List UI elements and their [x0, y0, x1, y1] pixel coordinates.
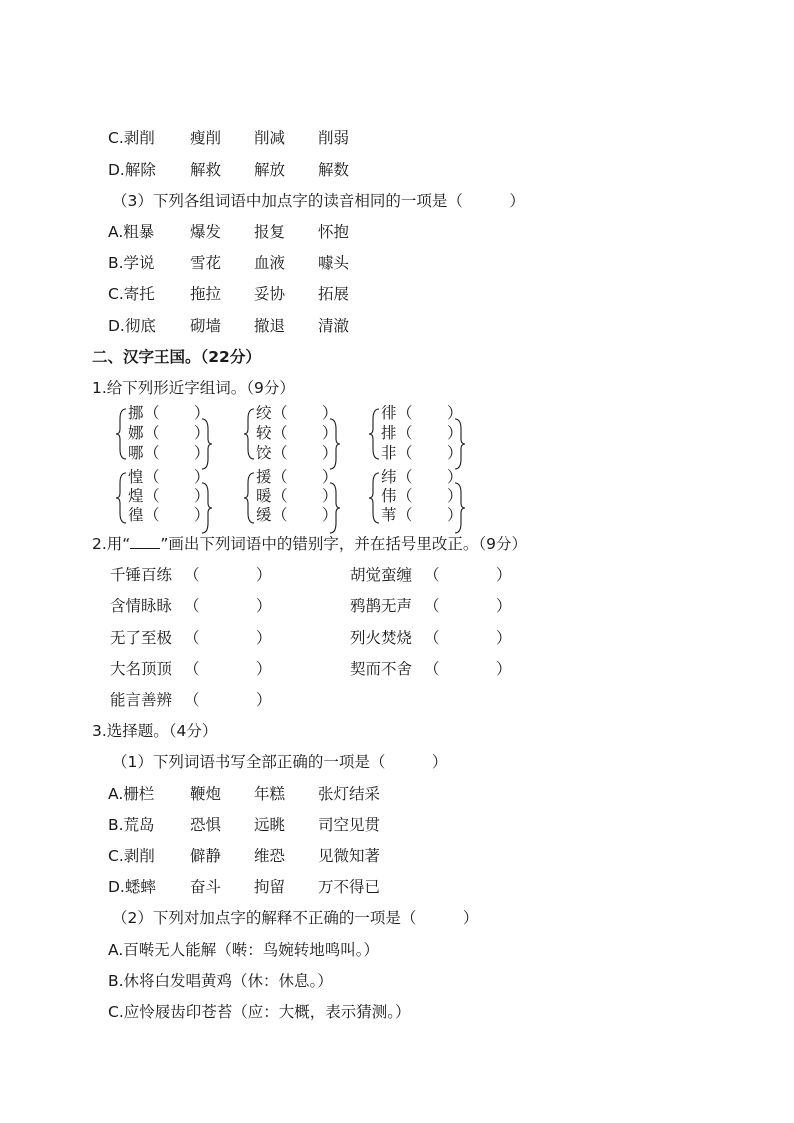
char: 哪 — [128, 444, 144, 462]
right-brace-icon — [200, 417, 214, 471]
char-group — [120, 403, 240, 463]
paren-close: ） — [194, 487, 210, 505]
char-row — [256, 505, 338, 525]
option-label: A.栅栏 — [108, 785, 155, 803]
char: 徨 — [128, 506, 144, 524]
paren-close: ） — [496, 629, 512, 647]
option-row — [108, 815, 408, 835]
char-row — [381, 486, 463, 506]
paren-open: （ — [184, 691, 200, 709]
option-word: 拓展 — [318, 285, 350, 303]
paren-close: ） — [322, 468, 338, 486]
paren-open: （ — [272, 468, 288, 486]
question-title: 3.选择题。（4分） — [92, 722, 218, 740]
option-word: 清澈 — [318, 317, 350, 335]
paren-close: ） — [322, 404, 338, 422]
section-title: 二、汉字王国。（22分） — [92, 348, 261, 366]
char-row — [256, 423, 338, 443]
paren-close: ） — [256, 660, 272, 678]
paren-open: （ — [272, 424, 288, 442]
option-word: 鞭炮 — [190, 785, 222, 803]
option-label: A.粗暴 — [108, 223, 155, 241]
phrase: 契而不舍 — [350, 660, 413, 678]
option-word: 拘留 — [254, 878, 286, 896]
paren-open: （ — [424, 629, 440, 647]
char-group — [248, 403, 368, 463]
phrase: 大名顶顶 — [110, 660, 173, 678]
paren-close: ） — [447, 506, 463, 524]
question-title — [92, 534, 527, 554]
paren-close: ） — [256, 597, 272, 615]
char-row — [256, 486, 338, 506]
option-word: 削减 — [254, 129, 286, 147]
paren-close: ） — [256, 566, 272, 584]
paren-open: （ — [397, 404, 413, 422]
option-word: 年糕 — [254, 785, 286, 803]
phrase-item — [110, 690, 280, 710]
phrase-item — [350, 628, 520, 648]
char-row — [128, 486, 210, 506]
char: 徘 — [381, 404, 397, 422]
char: 苇 — [381, 506, 397, 524]
question-stem: （3）下列各组词语中加点字的读音相同的一项是（ ） — [112, 192, 525, 210]
option-word: 砌墙 — [190, 317, 222, 335]
phrase: 胡觉蛮缠 — [350, 566, 413, 584]
paren-close: ） — [194, 424, 210, 442]
underline-mark — [130, 535, 160, 549]
paren-open: （ — [144, 487, 160, 505]
question-title: 1.给下列形近字组词。（9分） — [92, 379, 295, 397]
paren-close: ） — [447, 444, 463, 462]
char-row — [381, 423, 463, 443]
char: 绞 — [256, 404, 272, 422]
option-label: C.剥削 — [108, 129, 155, 147]
option-word: 远眺 — [254, 816, 286, 834]
option-word: 拖拉 — [190, 285, 222, 303]
option-word: 奋斗 — [190, 878, 222, 896]
phrase: 千锤百练 — [110, 566, 173, 584]
left-brace-icon — [369, 471, 381, 525]
paren-open: （ — [424, 660, 440, 678]
phrase-item — [350, 596, 520, 616]
option-word: 妥协 — [254, 285, 286, 303]
char-row — [128, 423, 210, 443]
char: 饺 — [256, 444, 272, 462]
option-row — [108, 128, 408, 148]
paren-open: （ — [144, 444, 160, 462]
option-row — [108, 784, 408, 804]
option-word: 万不得已 — [318, 878, 381, 896]
paren-open: （ — [397, 487, 413, 505]
paren-open: （ — [184, 660, 200, 678]
char-row — [128, 443, 210, 463]
paren-open: （ — [397, 444, 413, 462]
option-word: 司空见贯 — [318, 816, 381, 834]
option-word: 僻静 — [190, 847, 222, 865]
option-label: B.荒岛 — [108, 816, 155, 834]
option-word: 张灯结采 — [318, 785, 381, 803]
right-brace-icon — [328, 481, 342, 535]
option-word: 维恐 — [254, 847, 286, 865]
option-label: D.蟋蟀 — [108, 878, 156, 896]
option-row — [108, 284, 408, 304]
paren-open: （ — [184, 597, 200, 615]
left-brace-icon — [116, 471, 128, 525]
option-row — [108, 253, 408, 273]
phrase-item — [110, 659, 280, 679]
option-word: 解救 — [190, 161, 222, 179]
char: 排 — [381, 424, 397, 442]
option-label: D.解除 — [108, 161, 156, 179]
paren-close: ） — [322, 424, 338, 442]
char-row — [256, 403, 338, 423]
char: 纬 — [381, 468, 397, 486]
right-brace-icon — [328, 417, 342, 471]
paren-open: （ — [397, 468, 413, 486]
paren-close: ） — [447, 468, 463, 486]
right-brace-icon — [453, 417, 467, 471]
phrase-item — [110, 596, 280, 616]
paren-open: （ — [184, 629, 200, 647]
phrase-item — [350, 565, 520, 585]
left-brace-icon — [244, 407, 256, 461]
char: 挪 — [128, 404, 144, 422]
paren-close: ） — [322, 506, 338, 524]
char: 援 — [256, 468, 272, 486]
option-word: 恐惧 — [190, 816, 222, 834]
option-label: D.彻底 — [108, 317, 156, 335]
paren-open: （ — [144, 424, 160, 442]
option-word: 撤退 — [254, 317, 286, 335]
phrase-item — [110, 565, 280, 585]
char-row — [256, 467, 338, 487]
option-word: 雪花 — [190, 254, 222, 272]
option-word: 报复 — [254, 223, 286, 241]
paren-close: ） — [447, 487, 463, 505]
char-row — [381, 505, 463, 525]
phrase: 无了至极 — [110, 629, 173, 647]
paren-open: （ — [272, 444, 288, 462]
option-row — [108, 877, 408, 897]
option-label: C.寄托 — [108, 285, 155, 303]
char: 非 — [381, 444, 397, 462]
char: 娜 — [128, 424, 144, 442]
paren-close: ） — [256, 691, 272, 709]
option-word: 血液 — [254, 254, 286, 272]
char-row — [381, 467, 463, 487]
title-part: 2.用“ — [92, 535, 131, 553]
paren-open: （ — [144, 404, 160, 422]
char: 较 — [256, 424, 272, 442]
phrase-item — [350, 659, 520, 679]
paren-close: ） — [194, 444, 210, 462]
option-row — [108, 846, 408, 866]
char-group — [248, 467, 368, 527]
title-part: ”画出下列词语中的错别字，并在括号里改正。（9分） — [160, 535, 527, 553]
char: 伟 — [381, 487, 397, 505]
paren-open: （ — [144, 468, 160, 486]
option-label: C.剥削 — [108, 847, 155, 865]
option-row: C.应怜屐齿印苍苔（应：大概，表示猜测。） — [108, 1003, 411, 1021]
paren-open: （ — [424, 566, 440, 584]
option-row: A.百啭无人能解（啭：鸟婉转地鸣叫。） — [108, 941, 380, 959]
option-word: 解数 — [318, 161, 350, 179]
paren-close: ） — [447, 404, 463, 422]
paren-close: ） — [194, 468, 210, 486]
option-word: 噱头 — [318, 254, 350, 272]
paren-close: ） — [194, 404, 210, 422]
option-label: B.学说 — [108, 254, 155, 272]
char-row — [381, 443, 463, 463]
phrase: 含情眿眿 — [110, 597, 173, 615]
char-row — [381, 403, 463, 423]
option-row — [108, 222, 408, 242]
paren-close: ） — [256, 629, 272, 647]
paren-open: （ — [397, 506, 413, 524]
option-word: 解放 — [254, 161, 286, 179]
paren-close: ） — [496, 566, 512, 584]
phrase: 列火焚烧 — [350, 629, 413, 647]
phrase: 鸦鹊无声 — [350, 597, 413, 615]
paren-close: ） — [496, 660, 512, 678]
paren-close: ） — [322, 444, 338, 462]
left-brace-icon — [116, 407, 128, 461]
paren-close: ） — [194, 506, 210, 524]
paren-open: （ — [424, 597, 440, 615]
option-word: 怀抱 — [318, 223, 350, 241]
char-row — [256, 443, 338, 463]
paren-close: ） — [496, 597, 512, 615]
paren-open: （ — [397, 424, 413, 442]
char-group — [120, 467, 240, 527]
phrase: 能言善辨 — [110, 691, 173, 709]
paren-open: （ — [144, 506, 160, 524]
char: 暖 — [256, 487, 272, 505]
right-brace-icon — [200, 481, 214, 535]
option-word: 瘦削 — [190, 129, 222, 147]
left-brace-icon — [369, 407, 381, 461]
char: 缓 — [256, 506, 272, 524]
paren-close: ） — [322, 487, 338, 505]
paren-open: （ — [272, 506, 288, 524]
option-word: 爆发 — [190, 223, 222, 241]
option-row: B.休将白发唱黄鸡（休：休息。） — [108, 972, 333, 990]
left-brace-icon — [244, 471, 256, 525]
paren-open: （ — [184, 566, 200, 584]
char: 煌 — [128, 487, 144, 505]
char-group — [373, 403, 493, 463]
right-brace-icon — [453, 481, 467, 535]
char: 惶 — [128, 468, 144, 486]
phrase-item — [110, 628, 280, 648]
paren-close: ） — [447, 424, 463, 442]
question-stem: （2）下列对加点字的解释不正确的一项是（ ） — [112, 909, 479, 927]
option-word: 见微知著 — [318, 847, 381, 865]
char-group — [373, 467, 493, 527]
char-row — [128, 505, 210, 525]
char-row — [128, 403, 210, 423]
option-row — [108, 160, 408, 180]
question-stem: （1）下列词语书写全部正确的一项是（ ） — [112, 753, 448, 771]
option-row — [108, 316, 408, 336]
char-row — [128, 467, 210, 487]
paren-open: （ — [272, 404, 288, 422]
paren-open: （ — [272, 487, 288, 505]
option-word: 削弱 — [318, 129, 350, 147]
